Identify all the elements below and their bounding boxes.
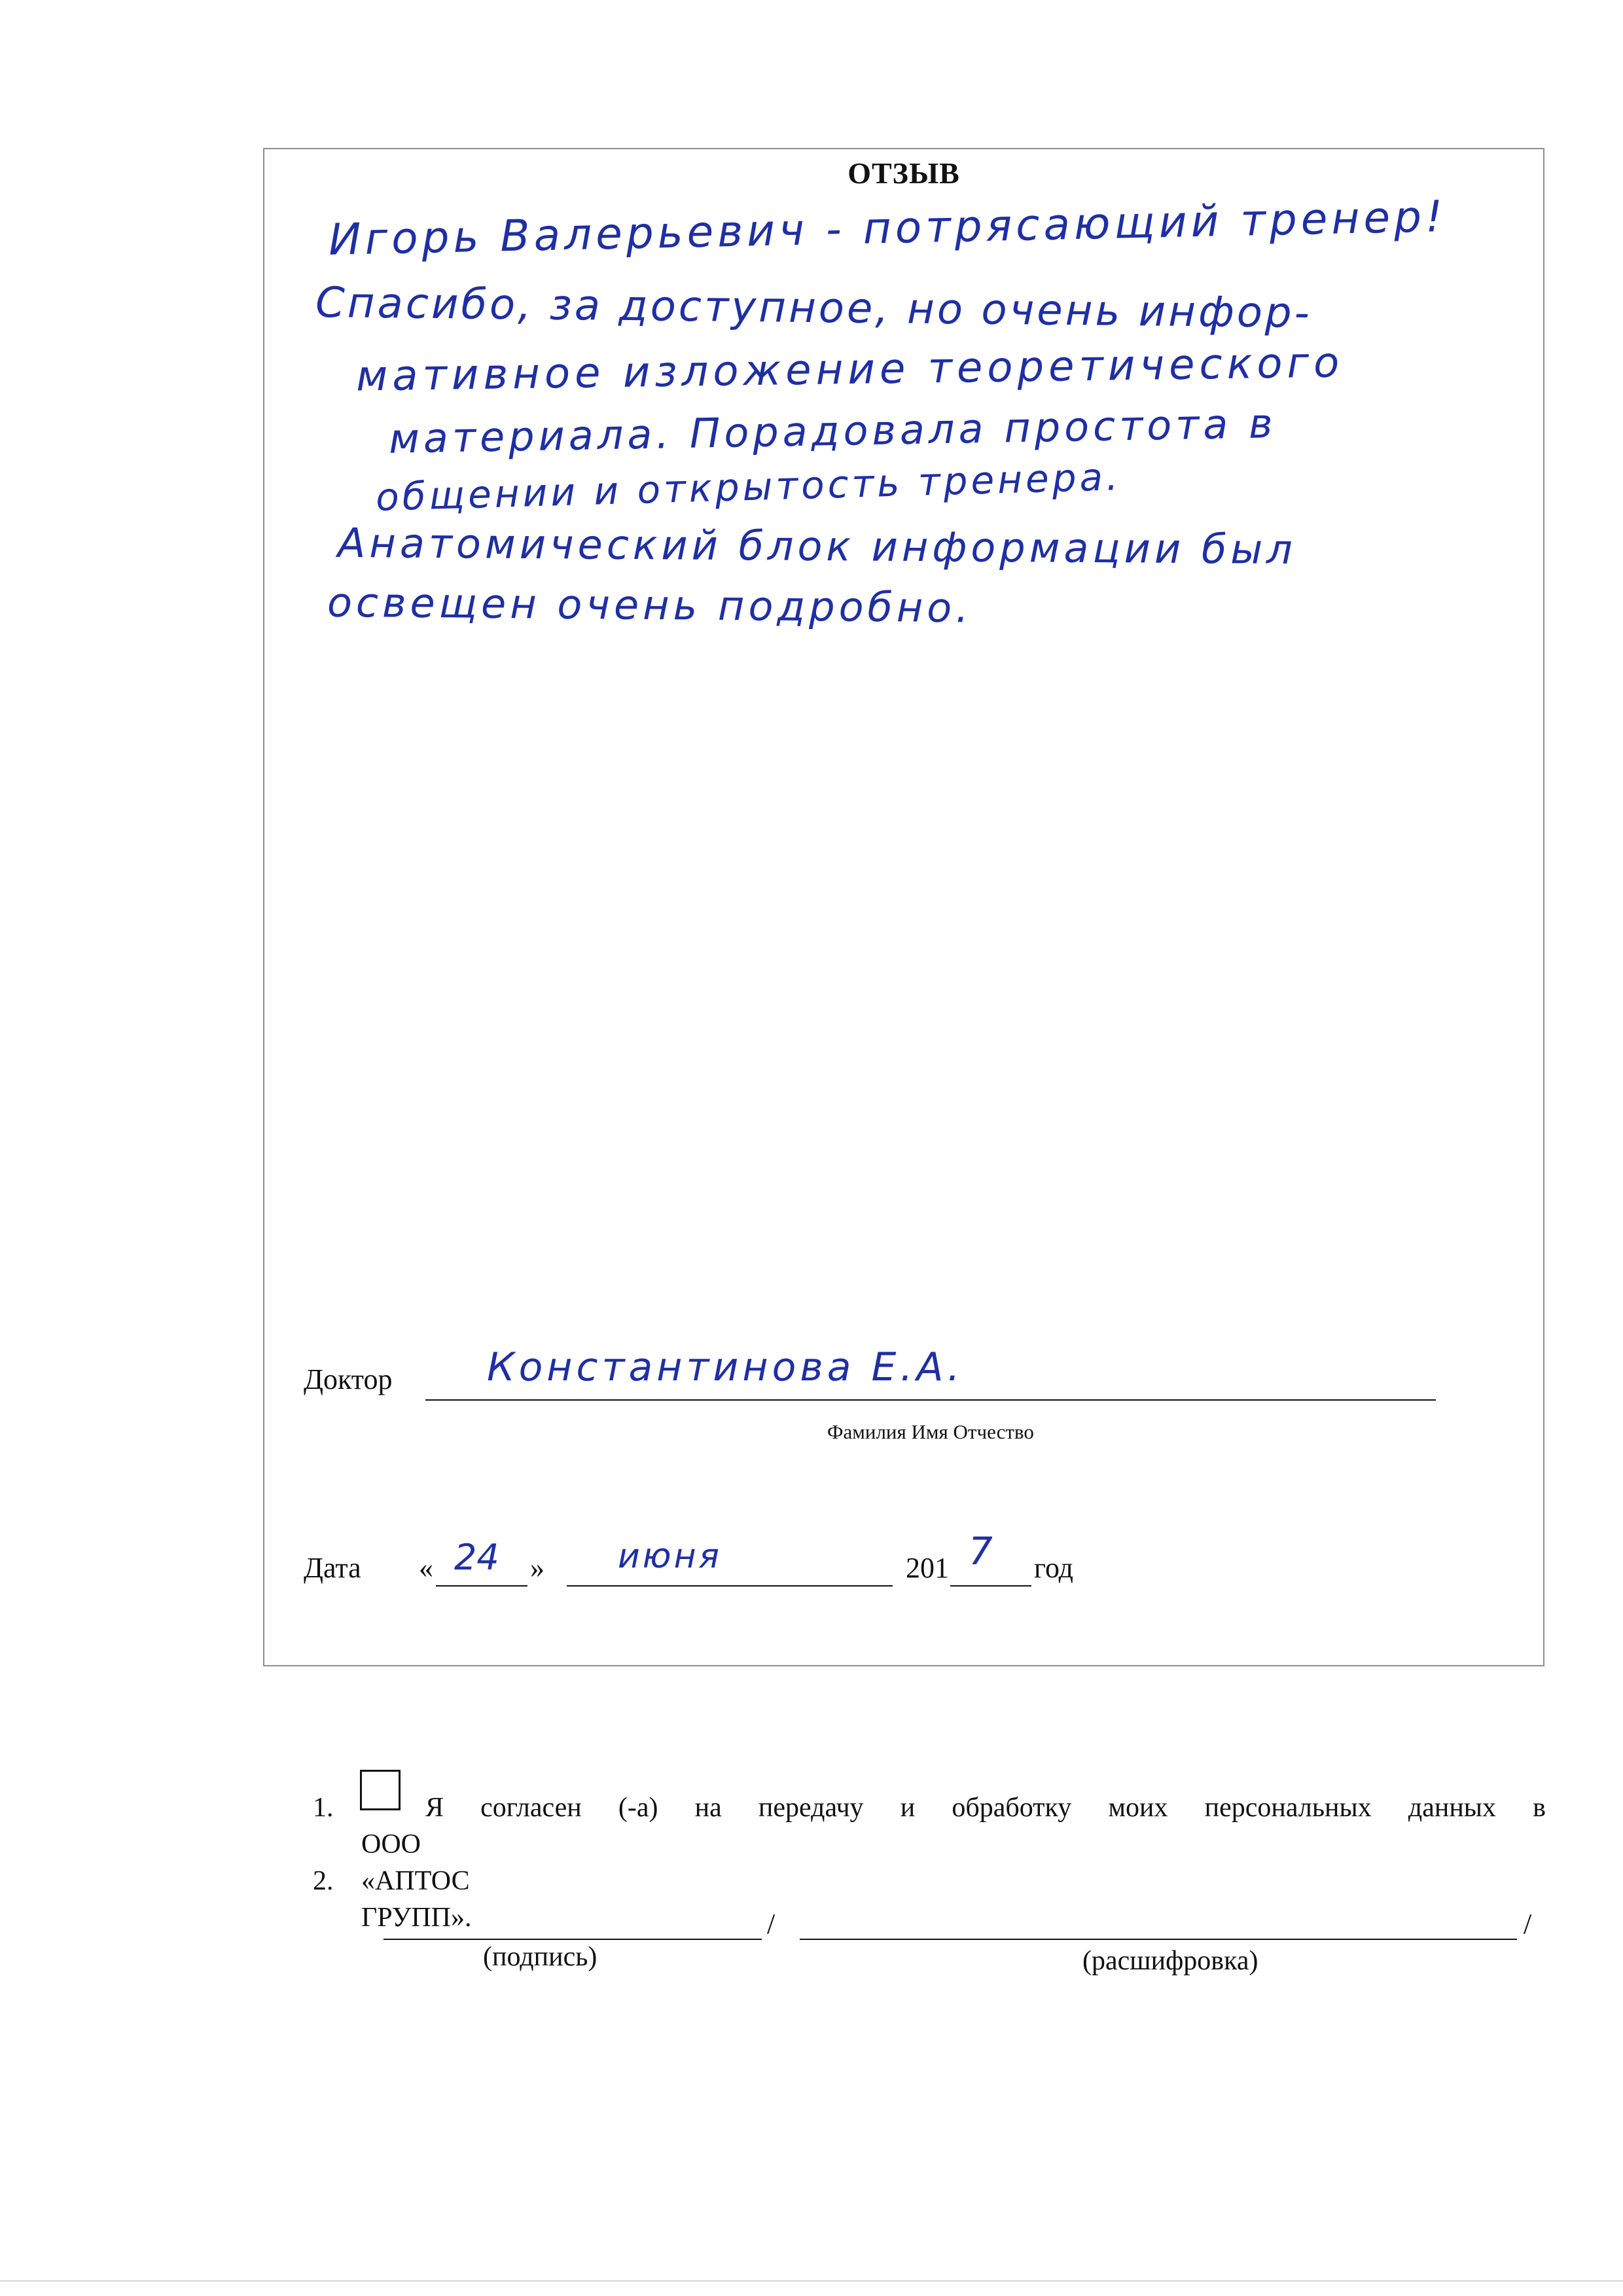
date-year-word: год: [1034, 1552, 1074, 1584]
form-title: ОТЗЫВ: [847, 156, 960, 190]
consent-item-number-2: 2.: [313, 1866, 334, 1896]
decoding-caption: (расшифровка): [1082, 1946, 1258, 1976]
doctor-label: Доктор: [304, 1363, 393, 1395]
date-day-underline: [436, 1585, 527, 1587]
review-line: общении и открытость тренера.: [375, 454, 1122, 520]
consent-text-line-1: Я согласен (-а) на передачу и обработку моих персональных данных в: [425, 1793, 1546, 1823]
signature-caption: (подпись): [483, 1942, 597, 1972]
date-close-quote: »: [530, 1552, 544, 1584]
date-day-value: 24: [454, 1537, 499, 1578]
date-year-underline: [950, 1585, 1031, 1587]
review-line: Спасибо, за доступное, но очень инфор-: [315, 279, 1313, 338]
review-line: материала. Порадовала простота в: [388, 399, 1277, 463]
date-month-underline: [567, 1585, 893, 1587]
consent-checkbox[interactable]: [360, 1770, 401, 1810]
date-month-value: июня: [618, 1537, 722, 1576]
date-year-value: 7: [969, 1529, 993, 1573]
signature-underline: [383, 1939, 762, 1940]
review-line: Анатомический блок информации был: [337, 518, 1297, 574]
consent-text-line-2: ООО «АПТОС ГРУПП».: [361, 1829, 472, 1933]
review-line: мативное изложение теоретического: [355, 338, 1344, 401]
review-line: Игорь Валерьевич - потрясающий тренер!: [328, 191, 1448, 265]
signature-slash: /: [767, 1908, 776, 1940]
consent-item-number-1: 1.: [313, 1793, 334, 1823]
doctor-field-caption: Фамилия Имя Отчество: [827, 1420, 1034, 1443]
date-label: Дата: [304, 1552, 361, 1584]
date-open-quote: «: [419, 1552, 433, 1584]
doctor-underline: [425, 1399, 1436, 1401]
review-form-frame: [263, 148, 1544, 1666]
doctor-name-value: Константинова Е.А.: [487, 1344, 964, 1390]
date-year-prefix: 201: [906, 1552, 949, 1584]
decoding-underline: [800, 1939, 1517, 1940]
review-line: освещен очень подробно.: [327, 578, 973, 632]
scan-edge-line: [0, 2280, 1623, 2282]
decoding-slash: /: [1524, 1908, 1532, 1940]
